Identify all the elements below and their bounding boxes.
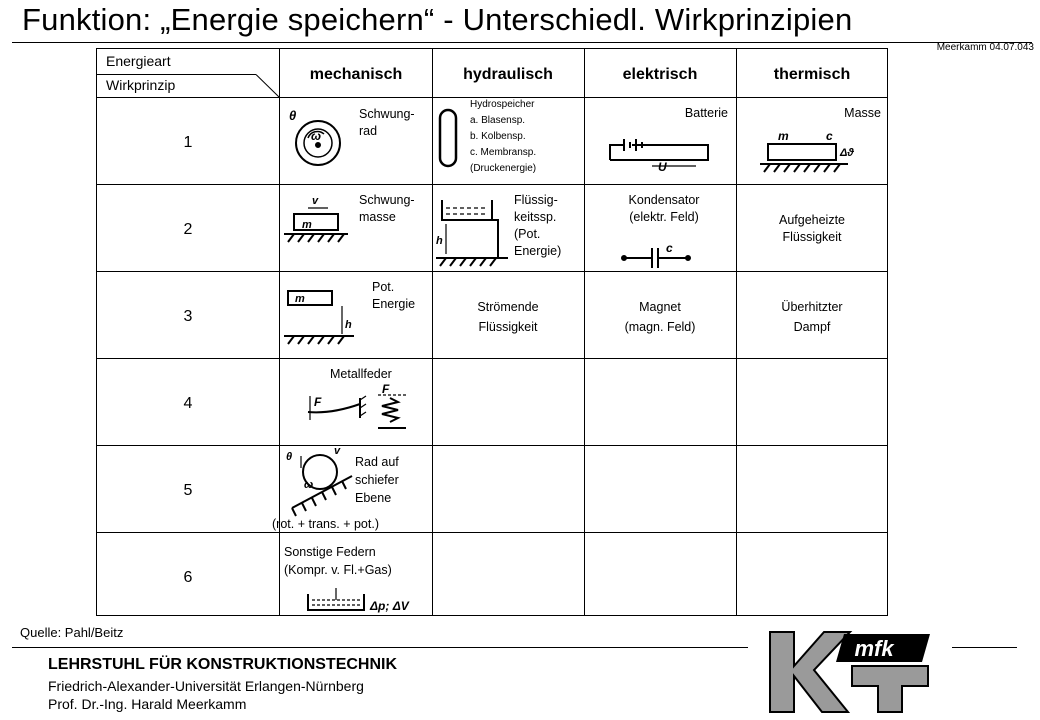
source-note: Quelle: Pahl/Beitz xyxy=(20,625,124,640)
sketch-label-delta-t: Δϑ xyxy=(840,147,854,159)
sketch-label-h: h xyxy=(436,235,443,247)
metal-spring-sketch xyxy=(308,395,408,428)
footer-chair-name: LEHRSTUHL FÜR KONSTRUKTIONSTECHNIK xyxy=(48,656,398,673)
column-header-thermal: thermisch xyxy=(773,66,851,83)
cell-text-flowing-liquid: Flüssigkeit xyxy=(478,320,538,334)
cell-text-magnet: (magn. Feld) xyxy=(624,320,696,334)
sketch-label-theta: θ xyxy=(286,451,293,463)
page-title: Funktion: „Energie speichern“ - Unterschiedl. Wirkprinzipien xyxy=(22,2,853,37)
column-header-mechanical: mechanisch xyxy=(309,66,403,83)
hydro-accumulator-sketch xyxy=(440,110,456,166)
principles-table xyxy=(96,48,888,616)
cell-text-flywheel-mass: masse xyxy=(359,210,396,224)
column-header-electric: elektrisch xyxy=(622,66,698,83)
cell-text-battery: Batterie xyxy=(684,106,728,120)
flywheel-sketch xyxy=(296,121,340,165)
cell-text-rolling-wheel: Rad auf xyxy=(355,455,399,469)
title-rule xyxy=(12,42,1032,43)
cell-text-liquid-storage: Energie) xyxy=(514,244,562,258)
footer-professor: Prof. Dr.-Ing. Harald Meerkamm xyxy=(48,696,247,712)
thermal-mass-sketch xyxy=(760,144,848,172)
cell-text-metal-spring: Metallfeder xyxy=(330,367,392,381)
wheel-on-incline-sketch xyxy=(292,455,352,516)
sketch-label-f: F xyxy=(314,395,322,409)
cell-text-flywheel: Schwung- xyxy=(359,107,415,121)
sketch-label-omega: ω xyxy=(304,479,314,491)
sketch-label-m: m xyxy=(778,129,789,143)
row-number: 6 xyxy=(183,569,193,586)
sketch-label-dp-dv: Δp; ΔV xyxy=(370,599,409,613)
row-number: 3 xyxy=(183,308,193,325)
cell-text-rolling-wheel: Ebene xyxy=(355,491,392,505)
cell-text-heated-liquid: Flüssigkeit xyxy=(782,230,842,244)
gas-liquid-spring-sketch xyxy=(308,588,364,610)
sketch-label-v: v xyxy=(334,445,341,457)
cell-text-hydro: c. Membransp. xyxy=(470,147,537,158)
sketch-label-h: h xyxy=(345,319,352,331)
footer-rule xyxy=(952,647,1017,648)
cell-text-hydro: a. Blasensp. xyxy=(470,115,526,126)
cell-text-heated-liquid: Aufgeheizte xyxy=(778,213,846,227)
cell-text-other-springs: (Kompr. v. Fl.+Gas) xyxy=(284,563,392,577)
row-number: 1 xyxy=(183,134,193,151)
cell-text-flywheel: rad xyxy=(359,124,378,138)
sketch-label-u: U xyxy=(658,160,667,174)
cell-text-hydro: Hydrospeicher xyxy=(470,99,535,110)
cell-text-superheated-steam: Überhitzter xyxy=(781,300,843,314)
cell-text-magnet: Magnet xyxy=(639,300,681,314)
sketch-label-theta: θ xyxy=(289,108,297,123)
cell-text-capacitor: (elektr. Feld) xyxy=(629,210,699,224)
footer-university: Friedrich-Alexander-Universität Erlangen-Nürnberg xyxy=(48,678,364,694)
cell-text-flywheel-mass: Schwung- xyxy=(359,193,415,207)
cell-text-liquid-storage: (Pot. xyxy=(514,227,541,241)
cell-text-potential-energy: Energie xyxy=(372,297,416,311)
corner-label-principle: Wirkprinzip xyxy=(106,77,176,93)
sketch-label-c: c xyxy=(666,241,673,255)
liquid-tank-sketch xyxy=(436,200,508,266)
column-header-hydraulic: hydraulisch xyxy=(463,66,553,83)
sketch-label-c: c xyxy=(826,129,833,143)
cell-text-other-springs: Sonstige Federn xyxy=(284,545,376,559)
cell-text-mass: Masse xyxy=(844,106,881,120)
row-number: 5 xyxy=(183,482,193,499)
footer-rule xyxy=(12,647,748,648)
cell-text-superheated-steam: Dampf xyxy=(793,320,831,334)
sketch-label-v: v xyxy=(312,195,319,207)
cell-text-flowing-liquid: Strömende xyxy=(477,300,539,314)
kt-logo xyxy=(752,626,942,718)
row-number: 2 xyxy=(183,221,193,238)
sketch-label-m: m xyxy=(295,293,305,305)
cell-text-rolling-wheel: schiefer xyxy=(355,473,399,487)
cell-text-potential-energy: Pot. xyxy=(372,280,395,294)
sketch-label-m: m xyxy=(302,219,312,231)
corner-label-energy-type: Energieart xyxy=(106,53,171,69)
cell-text-capacitor: Kondensator xyxy=(628,193,700,207)
sketch-label-omega: ω xyxy=(311,129,322,143)
cell-text-hydro: b. Kolbensp. xyxy=(470,131,526,142)
cell-text-hydro: (Druckenergie) xyxy=(470,163,537,174)
sketch-label-f: F xyxy=(382,382,390,396)
document-reference: Meerkamm 04.07.043 xyxy=(936,42,1034,53)
moving-mass-sketch xyxy=(284,208,348,242)
cell-text-liquid-storage: keitssp. xyxy=(514,210,557,224)
capacitor-sketch xyxy=(622,248,690,268)
cell-text-liquid-storage: Flüssig- xyxy=(514,193,558,207)
logo-text: mfk xyxy=(854,636,894,661)
row-number: 4 xyxy=(183,395,193,412)
cell-text-rolling-wheel-note: (rot. + trans. + pot.) xyxy=(272,517,379,531)
